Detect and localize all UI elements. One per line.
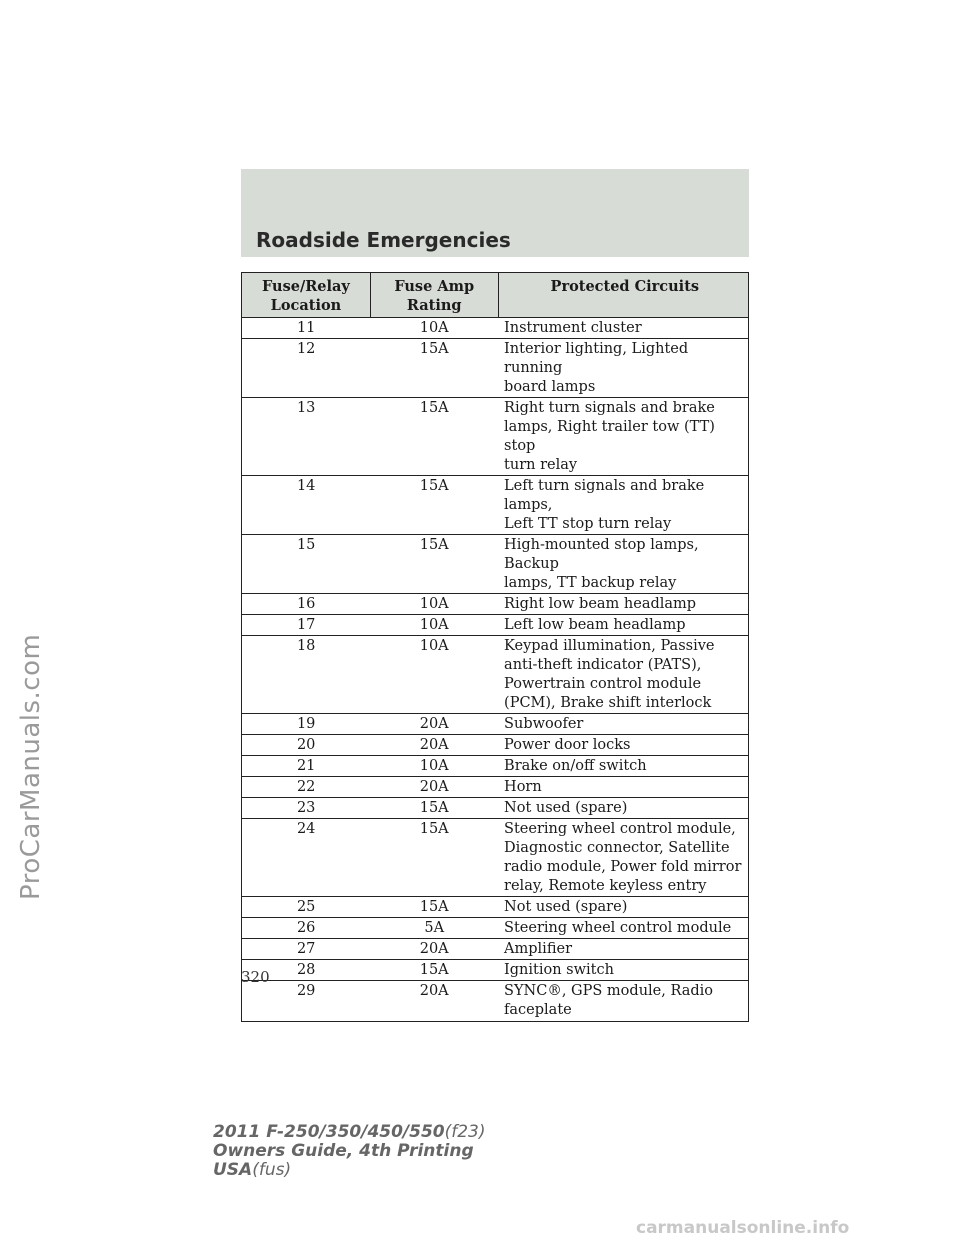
- circuit-line: Amplifier: [504, 941, 573, 957]
- table-row: [242, 960, 749, 981]
- circuit-line: Left low beam headlamp: [504, 617, 686, 633]
- circuit-line: SYNC®, GPS module, Radio: [504, 983, 714, 999]
- table-row: [242, 339, 749, 398]
- header-circuits: [498, 273, 748, 318]
- circuit-line: Steering wheel control module,: [504, 821, 736, 837]
- footer-market-code: (fus): [252, 1160, 292, 1180]
- cell-circuits: [498, 636, 748, 714]
- cell-location: 16: [242, 594, 371, 615]
- table-row: [242, 398, 749, 476]
- cell-location: 20: [242, 735, 371, 756]
- cell-amp: 10A: [370, 318, 498, 339]
- header-location-line-2: Location: [270, 297, 342, 314]
- header-location: [242, 273, 371, 318]
- cell-location: 15: [242, 535, 371, 594]
- circuit-line: faceplate: [504, 1002, 572, 1018]
- circuit-line: Interior lighting, Lighted running: [504, 341, 689, 376]
- table-row: [242, 636, 749, 714]
- circuit-line: lamps, TT backup relay: [504, 575, 677, 591]
- cell-amp: 20A: [370, 939, 498, 960]
- header-amp-line-2: Rating: [406, 297, 462, 314]
- fuse-table-body: [242, 318, 749, 1022]
- circuit-line: Horn: [504, 779, 542, 795]
- table-row: [242, 318, 749, 339]
- circuit-line: Brake on/off switch: [504, 758, 647, 774]
- table-row: [242, 981, 749, 1022]
- cell-amp: 10A: [370, 615, 498, 636]
- cell-amp: 20A: [370, 735, 498, 756]
- cell-circuits: [498, 981, 748, 1022]
- cell-amp: 15A: [370, 819, 498, 897]
- cell-location: 12: [242, 339, 371, 398]
- cell-amp: 10A: [370, 636, 498, 714]
- table-row: [242, 798, 749, 819]
- cell-location: 14: [242, 476, 371, 535]
- table-row: [242, 615, 749, 636]
- circuit-line: Ignition switch: [504, 962, 614, 978]
- table-row: [242, 918, 749, 939]
- cell-location: 17: [242, 615, 371, 636]
- table-row: [242, 939, 749, 960]
- cell-amp: 5A: [370, 918, 498, 939]
- cell-circuits: [498, 777, 748, 798]
- cell-location: 26: [242, 918, 371, 939]
- circuit-line: (PCM), Brake shift interlock: [504, 695, 712, 711]
- fuse-table: [241, 272, 749, 1022]
- cell-circuits: [498, 939, 748, 960]
- footer-model-code: (f23): [444, 1122, 486, 1142]
- circuit-line: Not used (spare): [504, 899, 628, 915]
- table-row: [242, 897, 749, 918]
- header-location-line-1: Fuse/Relay: [261, 278, 350, 295]
- table-row: [242, 476, 749, 535]
- circuit-line: turn relay: [504, 457, 578, 473]
- cell-circuits: [498, 735, 748, 756]
- cell-circuits: [498, 535, 748, 594]
- cell-circuits: [498, 714, 748, 735]
- cell-amp: 20A: [370, 714, 498, 735]
- circuit-line: Not used (spare): [504, 800, 628, 816]
- circuit-line: Right turn signals and brake: [504, 400, 715, 416]
- cell-location: 28: [242, 960, 371, 981]
- cell-location: 18: [242, 636, 371, 714]
- cell-circuits: [498, 918, 748, 939]
- circuit-line: Power door locks: [504, 737, 631, 753]
- cell-amp: 15A: [370, 960, 498, 981]
- circuit-line: Left TT stop turn relay: [504, 516, 672, 532]
- circuit-line: Keypad illumination, Passive: [504, 638, 715, 654]
- cell-circuits: [498, 615, 748, 636]
- cell-amp: 10A: [370, 594, 498, 615]
- cell-circuits: [498, 897, 748, 918]
- header-amp-line-1: Fuse Amp: [394, 278, 475, 295]
- table-row: [242, 535, 749, 594]
- cell-circuits: [498, 756, 748, 777]
- circuit-line: Diagnostic connector, Satellite: [504, 840, 730, 856]
- circuit-line: anti-theft indicator (PATS),: [504, 657, 702, 673]
- circuit-line: Left turn signals and brake lamps,: [504, 478, 705, 513]
- cell-amp: 20A: [370, 777, 498, 798]
- page-number: 320: [241, 968, 270, 986]
- circuit-line: relay, Remote keyless entry: [504, 878, 707, 894]
- cell-circuits: [498, 594, 748, 615]
- site-logo-text: carmanualsonline.info: [636, 1218, 850, 1238]
- cell-amp: 15A: [370, 398, 498, 476]
- cell-circuits: [498, 339, 748, 398]
- table-row: [242, 819, 749, 897]
- cell-location: 22: [242, 777, 371, 798]
- cell-circuits: [498, 398, 748, 476]
- table-row: [242, 756, 749, 777]
- cell-circuits: [498, 798, 748, 819]
- header-circuits-line-1: Protected Circuits: [550, 278, 700, 295]
- header-amp: [370, 273, 498, 318]
- footer-market: USA: [213, 1160, 253, 1180]
- cell-location: 11: [242, 318, 371, 339]
- section-title: Roadside Emergencies: [256, 228, 511, 252]
- circuit-line: Subwoofer: [504, 716, 584, 732]
- cell-circuits: [498, 476, 748, 535]
- cell-location: 19: [242, 714, 371, 735]
- circuit-line: Powertrain control module: [504, 676, 702, 692]
- cell-amp: 15A: [370, 339, 498, 398]
- footer-imprint: [213, 1123, 486, 1180]
- table-header-row: [242, 273, 749, 318]
- cell-circuits: [498, 318, 748, 339]
- footer-model: 2011 F-250/350/450/550: [213, 1122, 445, 1142]
- circuit-line: board lamps: [504, 379, 596, 395]
- footer-line-3: [213, 1161, 486, 1180]
- cell-amp: 15A: [370, 897, 498, 918]
- table-row: [242, 594, 749, 615]
- cell-location: 27: [242, 939, 371, 960]
- cell-circuits: [498, 960, 748, 981]
- cell-amp: 15A: [370, 535, 498, 594]
- cell-location: 21: [242, 756, 371, 777]
- cell-location: 25: [242, 897, 371, 918]
- cell-location: 24: [242, 819, 371, 897]
- table-row: [242, 777, 749, 798]
- circuit-line: radio module, Power fold mirror: [504, 859, 742, 875]
- cell-amp: 20A: [370, 981, 498, 1022]
- footer-line-1: [213, 1123, 486, 1142]
- circuit-line: Steering wheel control module: [504, 920, 732, 936]
- cell-location: 29: [242, 981, 371, 1022]
- cell-amp: 15A: [370, 798, 498, 819]
- cell-location: 13: [242, 398, 371, 476]
- cell-amp: 15A: [370, 476, 498, 535]
- circuit-line: Right low beam headlamp: [504, 596, 697, 612]
- circuit-line: High-mounted stop lamps, Backup: [504, 537, 699, 572]
- circuit-line: Instrument cluster: [504, 320, 642, 336]
- cell-circuits: [498, 819, 748, 897]
- footer-line-2: Owners Guide, 4th Printing: [213, 1141, 474, 1161]
- cell-location: 23: [242, 798, 371, 819]
- table-row: [242, 735, 749, 756]
- table-row: [242, 714, 749, 735]
- circuit-line: lamps, Right trailer tow (TT) stop: [504, 419, 715, 454]
- watermark-text: ProCarManuals.com: [16, 633, 46, 900]
- cell-amp: 10A: [370, 756, 498, 777]
